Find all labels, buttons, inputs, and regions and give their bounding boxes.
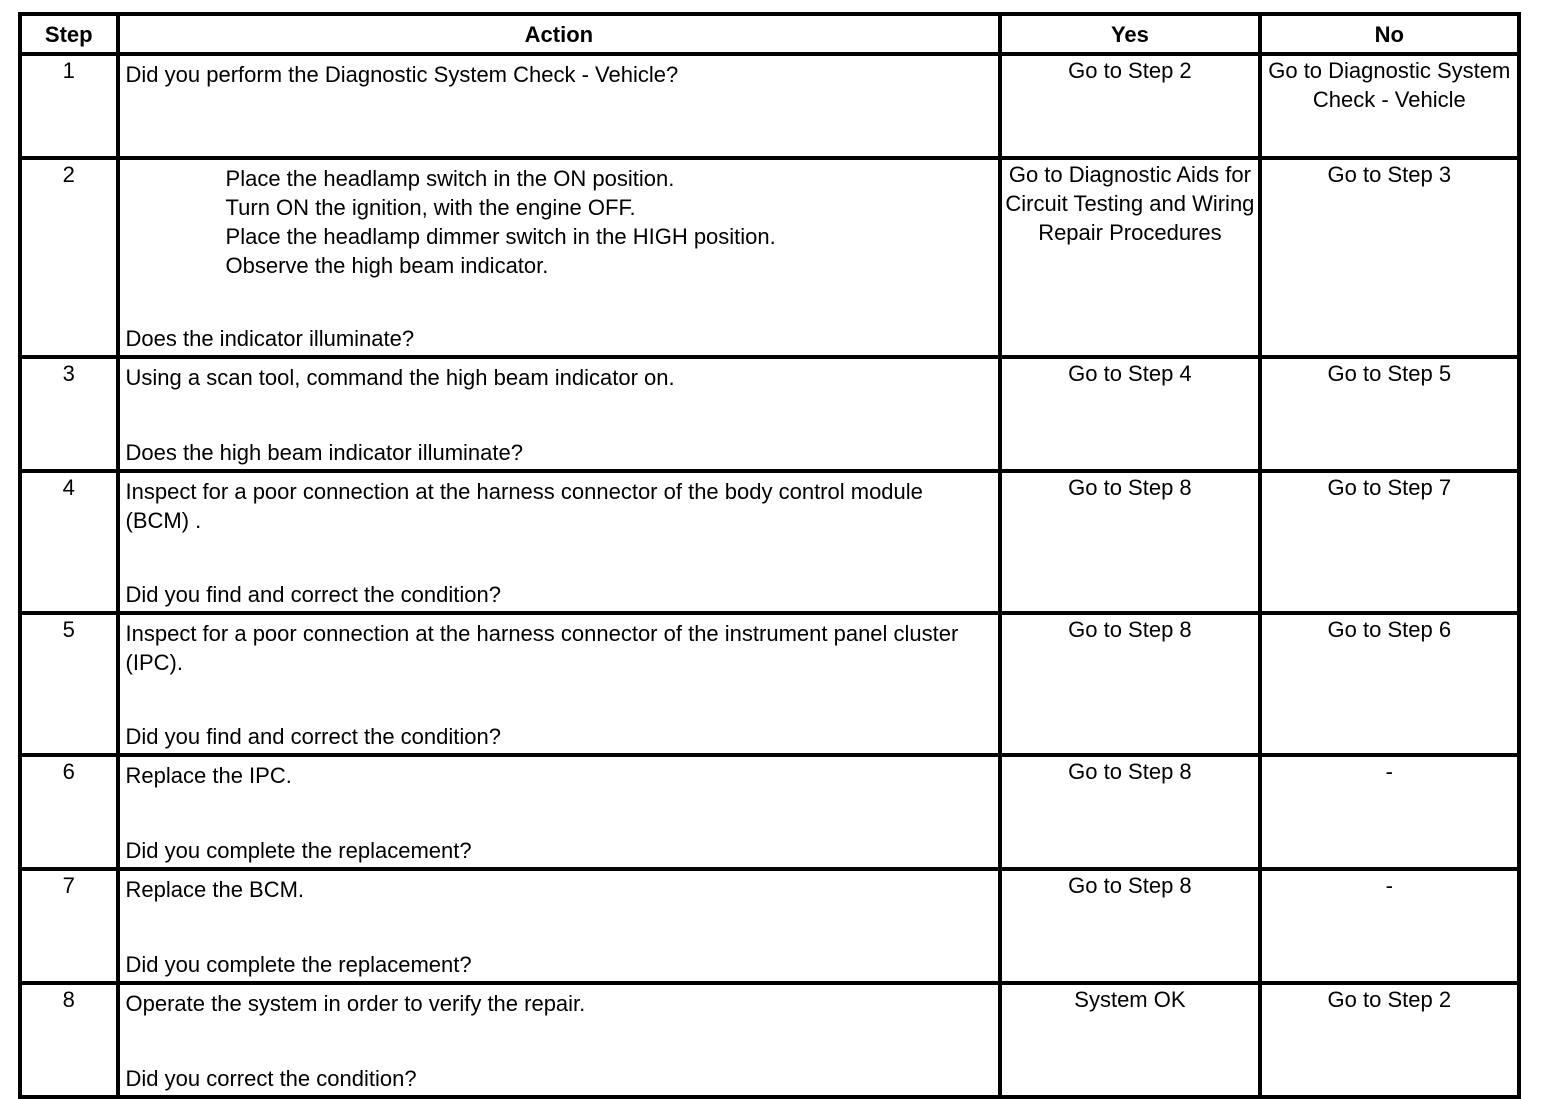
yes-result: Go to Diagnostic Aids for Circuit Testing and Wiring Repair Procedures: [1000, 158, 1259, 357]
table-row: [20, 755, 1519, 869]
header-yes: Yes: [1000, 14, 1259, 54]
no-result: Go to Step 7: [1260, 471, 1519, 613]
step-number: 5: [20, 613, 118, 755]
step-number: 8: [20, 983, 118, 1097]
step-number: 6: [20, 755, 118, 869]
sub-step: Turn ON the ignition, with the engine OFF.: [225, 195, 636, 220]
no-result: -: [1260, 755, 1519, 869]
action-cell: [118, 54, 1001, 158]
sub-step: Place the headlamp switch in the ON position.: [225, 166, 675, 191]
action-question: Did you find and correct the condition?: [125, 724, 501, 749]
action-text: Using a scan tool, command the high beam indicator on.: [125, 365, 675, 390]
action-question: Did you find and correct the condition?: [125, 582, 501, 607]
action-cell: [118, 755, 1001, 869]
action-cell: [118, 869, 1001, 983]
table-row: [20, 869, 1519, 983]
step-number: 7: [20, 869, 118, 983]
no-result: Go to Step 2: [1260, 983, 1519, 1097]
header-step: Step: [20, 14, 118, 54]
table-row: [20, 158, 1519, 357]
header-action: Action: [118, 14, 1001, 54]
no-result: Go to Step 3: [1260, 158, 1519, 357]
yes-result: Go to Step 8: [1000, 471, 1259, 613]
no-result: Go to Step 6: [1260, 613, 1519, 755]
action-question: Does the high beam indicator illuminate?: [125, 440, 523, 465]
action-cell: [118, 613, 1001, 755]
action-question: Did you complete the replacement?: [125, 838, 472, 863]
no-result: Go to Step 5: [1260, 357, 1519, 471]
action-text: Replace the IPC.: [125, 763, 292, 788]
diagnostic-table: [18, 12, 1521, 1099]
yes-result: Go to Step 8: [1000, 613, 1259, 755]
action-question: Does the indicator illuminate?: [125, 326, 415, 351]
no-result: -: [1260, 869, 1519, 983]
step-number: 3: [20, 357, 118, 471]
action-question: Did you complete the replacement?: [125, 952, 472, 977]
action-question: Did you correct the condition?: [125, 1066, 417, 1091]
yes-result: System OK: [1000, 983, 1259, 1097]
table-row: [20, 357, 1519, 471]
no-result: Go to Diagnostic System Check - Vehicle: [1260, 54, 1519, 158]
header-row: [20, 14, 1519, 54]
action-text: Inspect for a poor connection at the harness connector of the body control module (BCM) .: [125, 479, 923, 533]
yes-result: Go to Step 2: [1000, 54, 1259, 158]
table-row: [20, 54, 1519, 158]
table-row: [20, 613, 1519, 755]
sub-step: Observe the high beam indicator.: [225, 253, 549, 278]
header-no: No: [1260, 14, 1519, 54]
sub-step: Place the headlamp dimmer switch in the HIGH position.: [225, 224, 776, 249]
yes-result: Go to Step 4: [1000, 357, 1259, 471]
sub-step-list: [126, 164, 993, 280]
action-cell: [118, 357, 1001, 471]
step-number: 2: [20, 158, 118, 357]
action-text: Operate the system in order to verify the repair.: [125, 991, 586, 1016]
action-text: Replace the BCM.: [125, 877, 305, 902]
action-text: Inspect for a poor connection at the harness connector of the instrument panel cluster (IPC).: [125, 621, 959, 675]
action-cell: [118, 158, 1001, 357]
yes-result: Go to Step 8: [1000, 755, 1259, 869]
step-number: 1: [20, 54, 118, 158]
action-text: Did you perform the Diagnostic System Check - Vehicle?: [125, 62, 679, 87]
step-number: 4: [20, 471, 118, 613]
action-cell: [118, 471, 1001, 613]
table-row: [20, 471, 1519, 613]
yes-result: Go to Step 8: [1000, 869, 1259, 983]
